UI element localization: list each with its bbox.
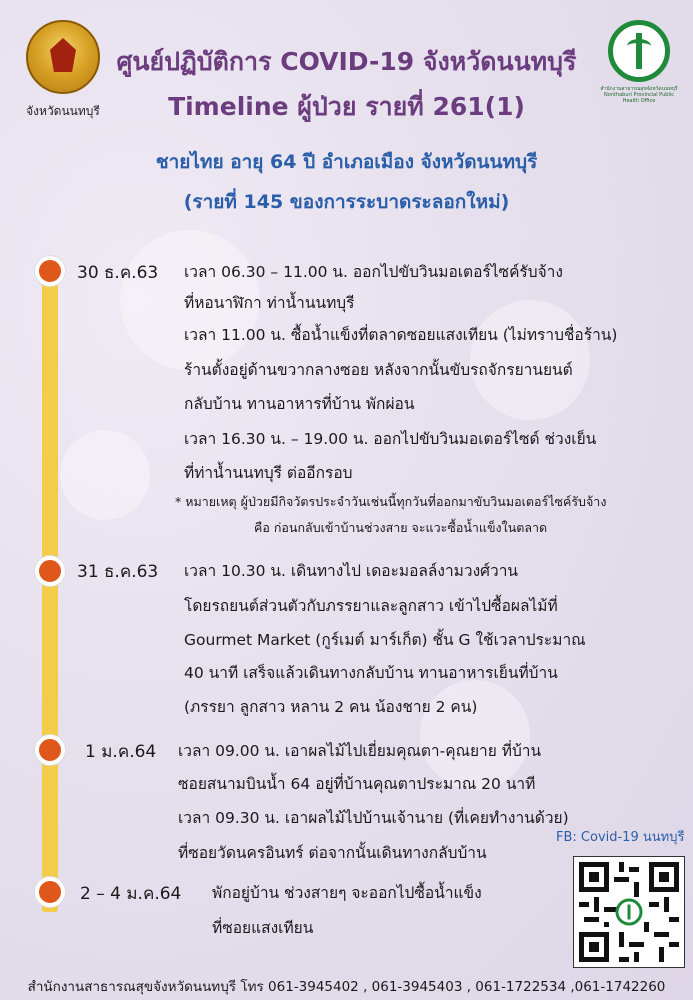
facebook-label: FB: Covid-19 นนทบุรี [556, 830, 685, 845]
timeline-line-text: ที่หอนาฬิกา ท่าน้ำนนทบุรี [184, 294, 355, 312]
timeline-line-text: กลับบ้าน ทานอาหารที่บ้าน พักผ่อน [184, 395, 415, 413]
timeline-note: คือ ก่อนกลับเข้าบ้านช่วงสาย จะแวะซื้อน้ำแข็งในตลาด [254, 520, 548, 535]
province-label: จังหวัดนนทบุรี [26, 104, 100, 118]
timeline-line-text: (ภรรยา ลูกสาว หลาน 2 คน น้องชาย 2 คน) [184, 698, 478, 716]
timeline-line-text: โดยรถยนต์ส่วนตัวกับภรรยาและลูกสาว เข้าไปซื้อผลไม้ที่ [184, 597, 558, 615]
timeline-line-text: เวลา 09.00 น. เอาผลไม้ไปเยี่ยมคุณตา-คุณยาย ที่บ้าน [178, 742, 542, 760]
timeline-line-text: ที่ท่าน้ำนนทบุรี ต่ออีกรอบ [184, 464, 353, 482]
timeline-date: 30 ธ.ค.63 [77, 263, 159, 283]
timeline-dot [35, 256, 65, 286]
timeline-date: 2 – 4 ม.ค.64 [80, 884, 182, 904]
timeline-dot [35, 556, 65, 586]
timeline-line-text: เวลา 06.30 – 11.00 น. ออกไปขับวินมอเตอร์ไซค์รับจ้าง [184, 263, 563, 281]
timeline-line-text: เวลา 11.00 น. ซื้อน้ำแข็งที่ตลาดซอยแสงเทียน (ไม่ทราบชื่อร้าน) [184, 326, 618, 344]
timeline-line-text: พักอยู่บ้าน ช่วงสายๆ จะออกไปซื้อน้ำแข็ง [212, 884, 482, 902]
timeline-note: * หมายเหตุ ผู้ป่วยมีกิจวัตรประจำวันเช่นนี้ทุกวันที่ออกมาขับวินมอเตอร์ไซค์รับจ้าง [175, 494, 607, 509]
qr-code-icon[interactable] [573, 856, 685, 968]
timeline-date: 1 ม.ค.64 [85, 742, 157, 762]
timeline-line-text: เวลา 09.30 น. เอาผลไม้ไปบ้านเจ้านาย (ที่เคยทำงานด้วย) [178, 809, 569, 827]
background-blob [60, 430, 150, 520]
timeline-line-text: Gourmet Market (กูร์เมต์ มาร์เก็ต) ชั้น G ใช้เวลาประมาณ [184, 631, 586, 649]
moph-text: สำนักงานสาธารณสุขจังหวัดนนทบุรี Nonthaburi Provincial Public Health Office [600, 86, 678, 104]
timeline-line-text: ซอยสนามบินน้ำ 64 อยู่ที่บ้านคุณตาประมาณ 20 นาที [178, 775, 536, 793]
timeline-date: 31 ธ.ค.63 [77, 562, 159, 582]
timeline-dot [35, 877, 65, 907]
page-title: ศูนย์ปฏิบัติการ COVID-19 จังหวัดนนทบุรี [116, 47, 577, 76]
timeline-line-text: ที่ซอยแสงเทียน [212, 919, 314, 937]
timeline-line-text: เวลา 10.30 น. เดินทางไป เดอะมอลล์งามวงศ์วาน [184, 562, 519, 580]
footer-contact: สำนักงานสาธารณสุขจังหวัดนนทบุรี โทร 061-3945402 , 061-3945403 , 061-1722534 ,061-1742260 [27, 979, 666, 995]
timeline-line-text: 40 นาที เสร็จแล้วเดินทางกลับบ้าน ทานอาหารเย็นที่บ้าน [184, 664, 558, 682]
patient-info: ชายไทย อายุ 64 ปี อำเภอเมือง จังหวัดนนทบุรี [155, 151, 538, 173]
patient-case-number: (รายที่ 145 ของการระบาดระลอกใหม่) [183, 191, 510, 213]
qr-code-graphic [574, 857, 684, 967]
timeline-bar [42, 262, 58, 912]
page-subtitle: Timeline ผู้ป่วย รายที่ 261(1) [168, 92, 525, 121]
timeline-line-text: ที่ซอยวัดนครอินทร์ ต่อจากนั้นเดินทางกลับบ้าน [178, 844, 487, 862]
timeline-line-text: เวลา 16.30 น. – 19.00 น. ออกไปขับวินมอเตอร์ไซด์ ช่วงเย็น [184, 430, 597, 448]
timeline-line-text: ร้านตั้งอยู่ด้านขวากลางซอย หลังจากนั้นขับรถจักรยานยนต์ [184, 361, 573, 379]
timeline-dot [35, 735, 65, 765]
